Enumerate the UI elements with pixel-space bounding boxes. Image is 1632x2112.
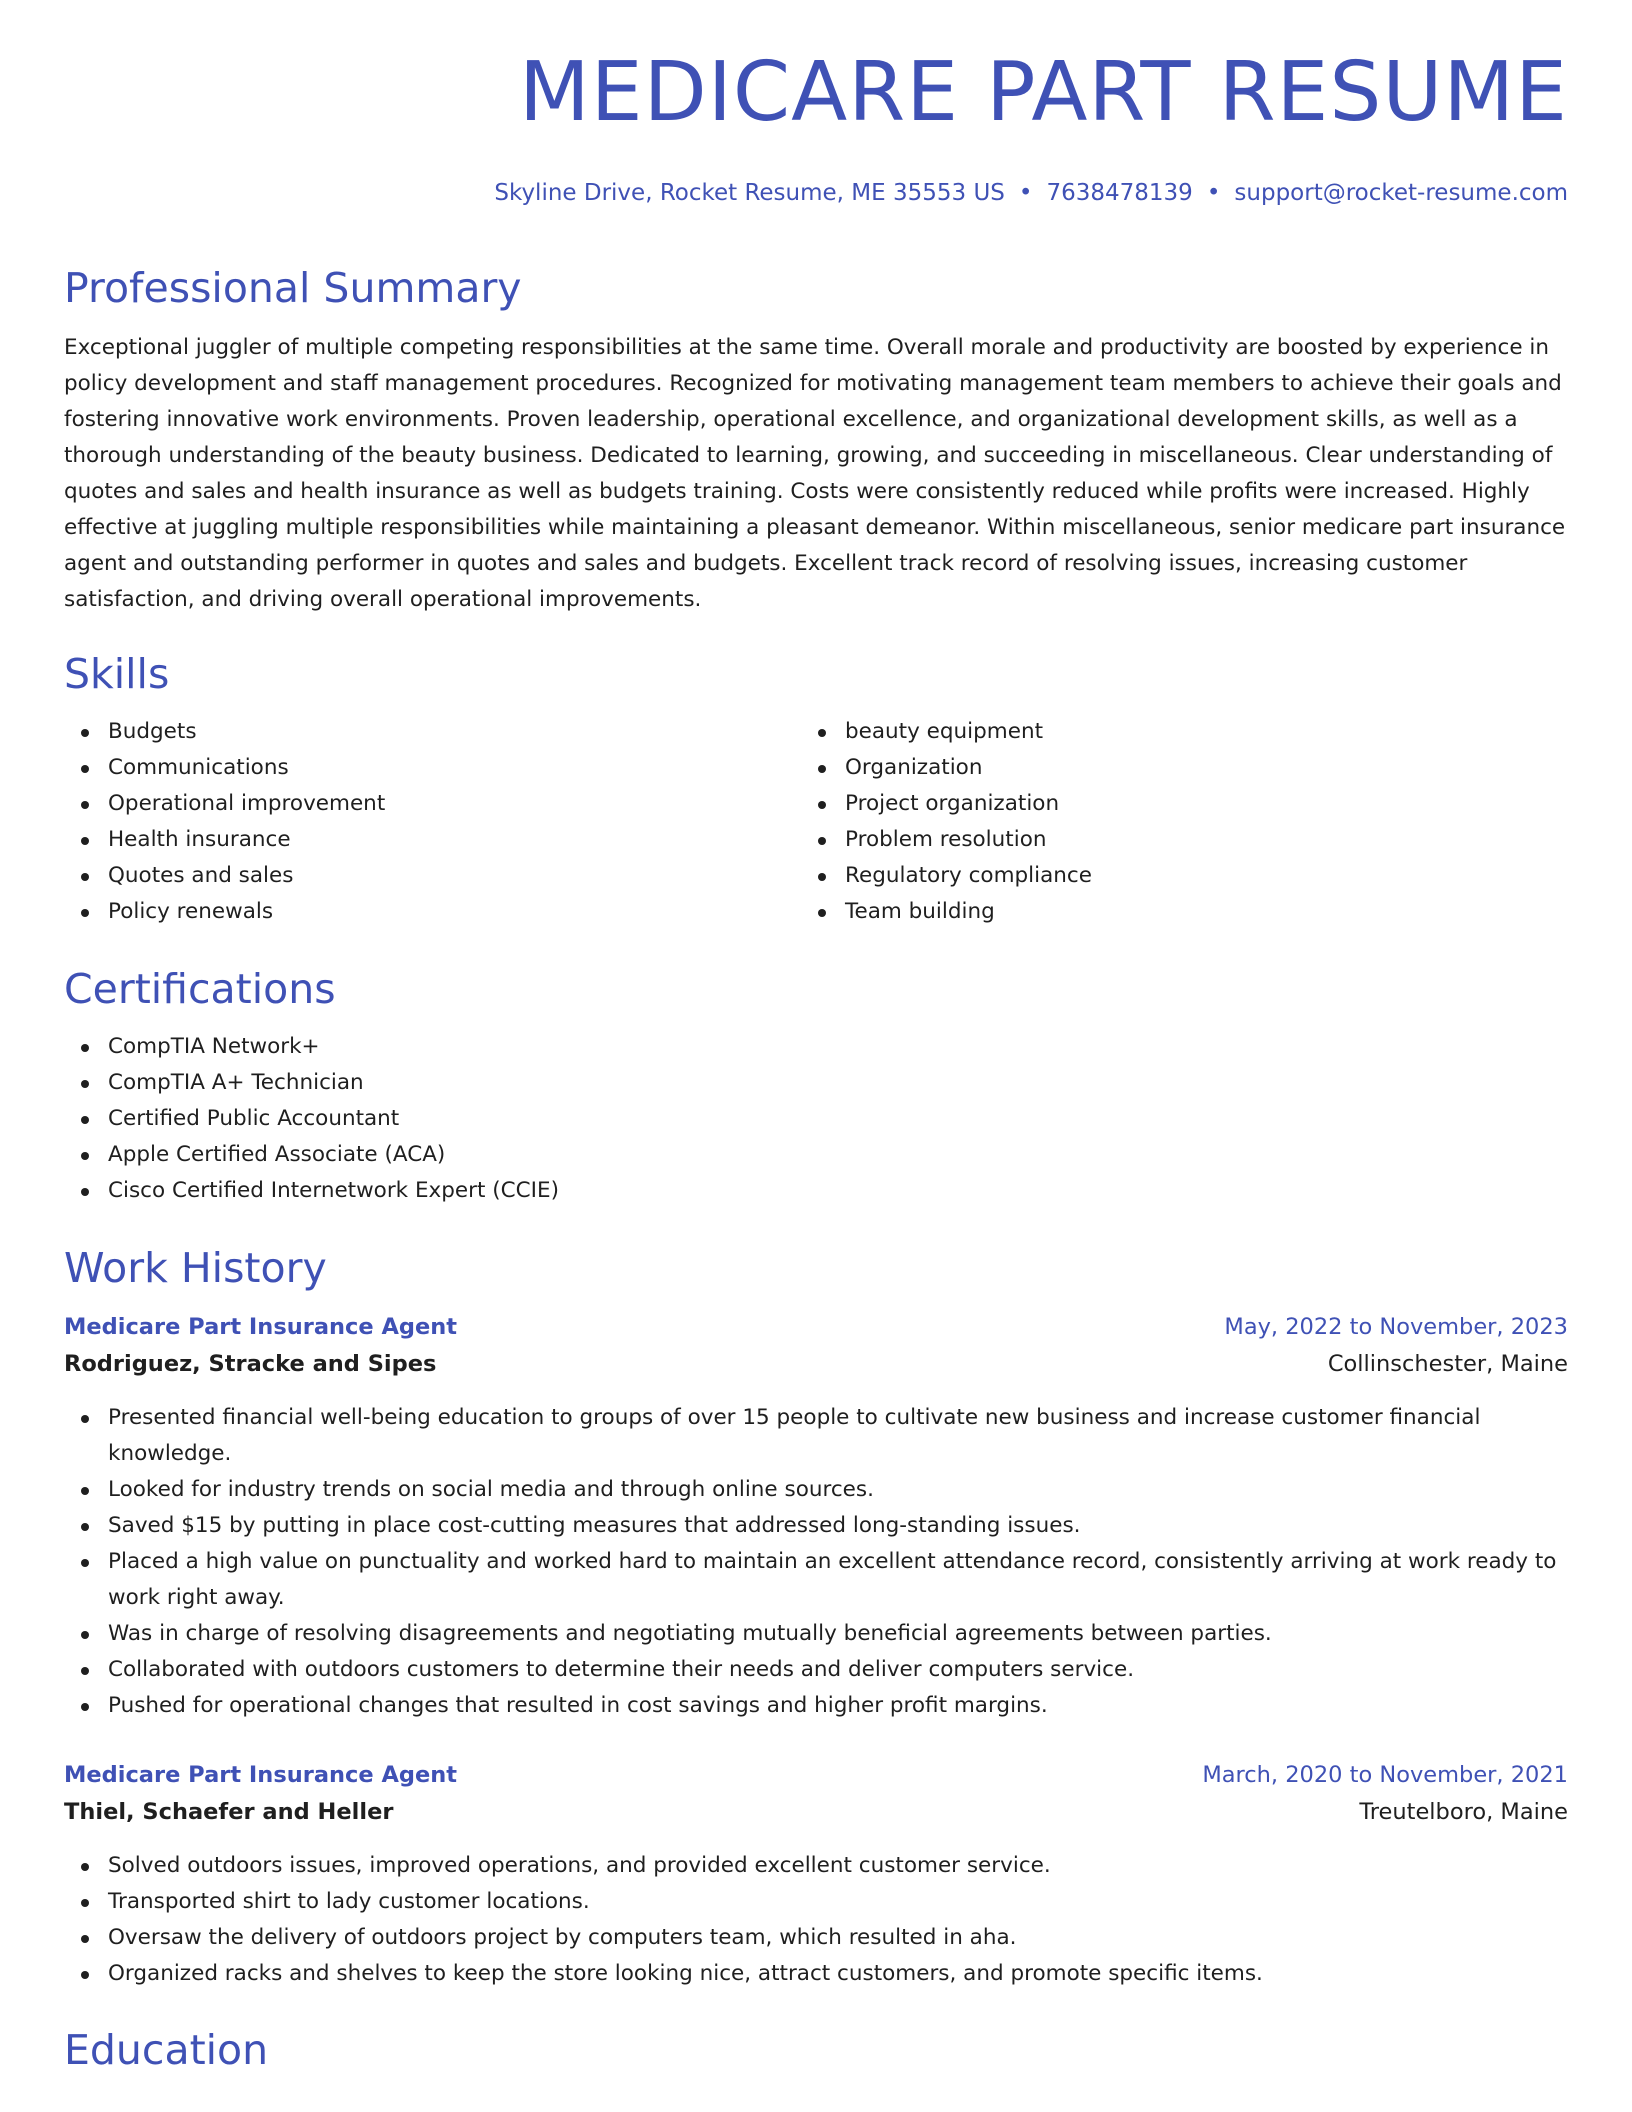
- job-title: Medicare Part Insurance Agent: [64, 1314, 458, 1340]
- job-header: [64, 1764, 1568, 1787]
- job-employer: [64, 1801, 1568, 1824]
- job-company: Rodriguez, Stracke and Sipes: [64, 1351, 437, 1377]
- work-history-heading: Work History: [64, 1244, 327, 1292]
- skill-item: Health insurance: [64, 822, 764, 858]
- skill-item: Communications: [64, 750, 764, 786]
- job-employer: [64, 1353, 1568, 1376]
- job-duty: Collaborated with outdoors customers to determine their needs and deliver computers service.: [64, 1652, 1568, 1688]
- resume-title: MEDICARE PART RESUME: [519, 45, 1568, 140]
- summary-text: Exceptional juggler of multiple competing responsibilities at the same time. Overall morale and productivity are boosted by experience in policy development and staff management procedures. Recognized for motivating management team members to achieve their goals and fostering innovative work environments. Proven leadership, operational excellence, and organizational development skills, as well as a thorough understanding of the beauty business. Dedicated to learning, growing, and succeeding in miscellaneous. Clear understanding of quotes and sales and health insurance as well as budgets training. Costs were consistently reduced while profits were increased. Highly effective at juggling multiple responsibilities while maintaining a pleasant demeanor. Within miscellaneous, senior medicare part insurance agent and outstanding performer in quotes and sales and budgets. Excellent track record of resolving issues, increasing customer satisfaction, and driving overall operational improvements.: [64, 335, 1566, 612]
- skill-item: beauty equipment: [801, 714, 1501, 750]
- education-heading: Education: [64, 2026, 269, 2074]
- skills-list-left: [64, 714, 764, 930]
- job-duty: Was in charge of resolving disagreements and negotiating mutually beneficial agreements between parties.: [64, 1616, 1568, 1652]
- certification-item: CompTIA Network+: [64, 1029, 1568, 1065]
- job-duty: Presented financial well-being education to groups of over 15 people to cultivate new business and increase customer financial knowledge.: [64, 1400, 1568, 1472]
- job-header: [64, 1316, 1568, 1339]
- job-duty: Oversaw the delivery of outdoors project by computers team, which resulted in aha.: [64, 1920, 1568, 1956]
- certification-item: Apple Certified Associate (ACA): [64, 1137, 1568, 1173]
- job-duties-list: [64, 1400, 1568, 1724]
- job-duty: Transported shirt to lady customer locations.: [64, 1884, 1568, 1920]
- job-title: Medicare Part Insurance Agent: [64, 1762, 458, 1788]
- job-duty: Solved outdoors issues, improved operations, and provided excellent customer service.: [64, 1848, 1568, 1884]
- job-duty: Placed a high value on punctuality and worked hard to maintain an excellent attendance record, consistently arriving at work ready to work right away.: [64, 1544, 1568, 1616]
- certifications-heading: Certifications: [64, 965, 336, 1013]
- certification-item: CompTIA A+ Technician: [64, 1065, 1568, 1101]
- job-dates: March, 2020 to November, 2021: [1202, 1762, 1568, 1788]
- job-location: Collinschester, Maine: [1327, 1351, 1568, 1377]
- skill-item: Team building: [801, 894, 1501, 930]
- contact-separator: •: [1206, 180, 1221, 206]
- job-duty: Organized racks and shelves to keep the store looking nice, attract customers, and promote specific items.: [64, 1956, 1568, 1992]
- skill-item: Budgets: [64, 714, 764, 750]
- skill-item: Policy renewals: [64, 894, 764, 930]
- summary-heading: Professional Summary: [64, 264, 522, 312]
- certifications-list: [64, 1029, 1568, 1209]
- skill-item: Operational improvement: [64, 786, 764, 822]
- contact-separator: •: [1018, 180, 1033, 206]
- contact-line: [494, 182, 1568, 205]
- skill-item: Project organization: [801, 786, 1501, 822]
- skills-heading: Skills: [64, 650, 170, 698]
- job-duty: Pushed for operational changes that resulted in cost savings and higher profit margins.: [64, 1688, 1568, 1724]
- job-dates: May, 2022 to November, 2023: [1224, 1314, 1568, 1340]
- skill-item: Problem resolution: [801, 822, 1501, 858]
- certification-item: Certified Public Accountant: [64, 1101, 1568, 1137]
- job-duty: Saved $15 by putting in place cost-cutting measures that addressed long-standing issues.: [64, 1508, 1568, 1544]
- contact-phone: 7638478139: [1046, 180, 1193, 206]
- job-duties-list: [64, 1848, 1568, 1992]
- skills-list-right: [801, 714, 1501, 930]
- skill-item: Regulatory compliance: [801, 858, 1501, 894]
- contact-email: support@rocket-resume.com: [1234, 180, 1568, 206]
- job-duty: Looked for industry trends on social media and through online sources.: [64, 1472, 1568, 1508]
- certification-item: Cisco Certified Internetwork Expert (CCIE): [64, 1173, 1568, 1209]
- skill-item: Organization: [801, 750, 1501, 786]
- contact-address: Skyline Drive, Rocket Resume, ME 35553 US: [494, 180, 1005, 206]
- skill-item: Quotes and sales: [64, 858, 764, 894]
- job-location: Treutelboro, Maine: [1359, 1799, 1568, 1825]
- job-company: Thiel, Schaefer and Heller: [64, 1799, 394, 1825]
